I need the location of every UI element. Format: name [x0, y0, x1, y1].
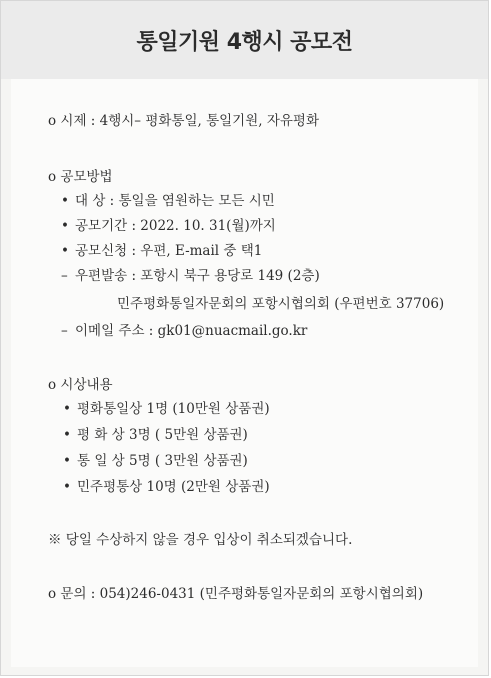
award-item: • 통 일 상 5명 ( 3만원 상품권) [63, 449, 248, 469]
method-period: • 공모기간 : 2022. 10. 31(월)까지 [61, 214, 276, 234]
method-apply: • 공모신청 : 우편, E-mail 중 택1 [61, 239, 262, 259]
header-bar [1, 1, 488, 79]
theme-line: o 시제 : 4행시– 평화통일, 통일기원, 자유평화 [48, 113, 320, 129]
method-post-detail: 민주평화통일자문회의 포항시협의회 (우편번호 37706) [117, 296, 445, 312]
award-item: • 민주평통상 10명 (2만원 상품권) [63, 475, 270, 495]
method-heading: o 공모방법 [48, 169, 113, 185]
notice-content [11, 79, 478, 667]
method-post: – 우편발송 : 포항시 북구 용당로 149 (2층) [61, 264, 320, 284]
awards-heading: o 시상내용 [48, 377, 113, 393]
page-title: 통일기원 4행시 공모전 [136, 29, 353, 55]
method-email: – 이메일 주소 : gk01@nuacmail.go.kr [61, 319, 307, 339]
notice-paper [11, 79, 478, 667]
contact-line: o 문의 : 054)246-0431 (민주평화통일자문회의 포항시협의회) [48, 586, 424, 602]
method-target: • 대 상 : 통일을 염원하는 모든 시민 [61, 189, 275, 209]
notice-line: ※ 당일 수상하지 않을 경우 입상이 취소되겠습니다. [48, 532, 353, 548]
award-item: • 평화통일상 1명 (10만원 상품권) [63, 397, 270, 417]
award-item: • 평 화 상 3명 ( 5만원 상품권) [63, 423, 248, 443]
